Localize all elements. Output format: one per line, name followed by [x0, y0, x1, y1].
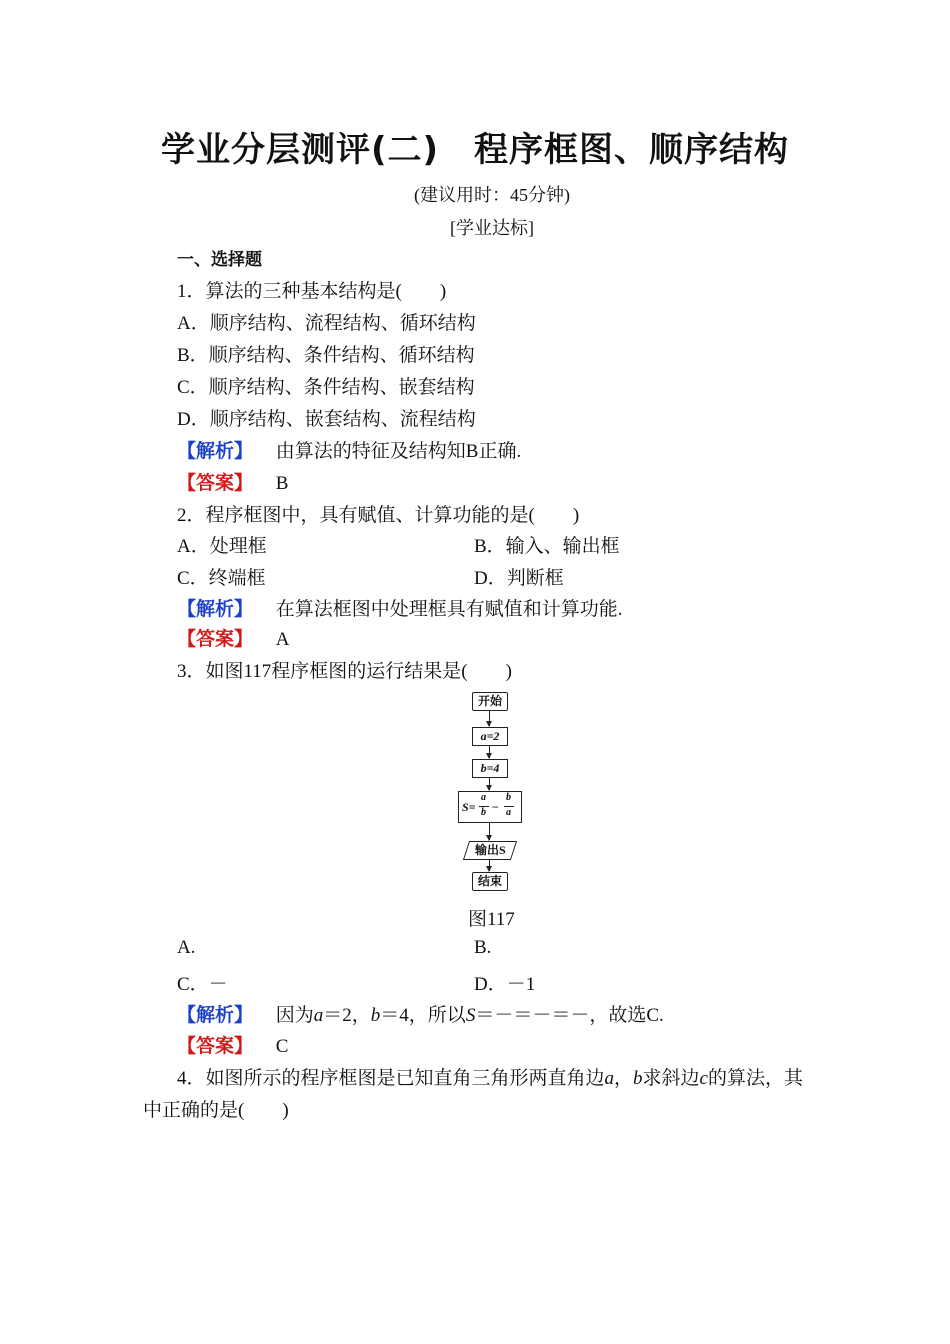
frac2-den: a: [506, 807, 511, 818]
q3-option-c: C．－: [177, 974, 228, 995]
flow-output: [463, 841, 517, 860]
q1-analysis-text: 由算法的特征及结构知B正确.: [275, 441, 522, 462]
q2-option-a: A．处理框: [177, 536, 267, 557]
flowchart: [440, 688, 550, 893]
figure-caption: 图117: [468, 909, 515, 930]
q4-stem-mid: 求斜边: [642, 1068, 700, 1089]
q4-stem-line1: [177, 1063, 803, 1090]
flow-compute-s: [458, 791, 522, 823]
flow-arrow: [489, 745, 490, 758]
q1-answer-text: B: [275, 473, 289, 494]
q2-option-c: C．终端框: [177, 568, 266, 589]
q4-comma: ，: [614, 1068, 634, 1089]
section-heading: 一、选择题: [177, 250, 262, 270]
frac1-num: a: [481, 792, 486, 803]
q3-var-s: S: [465, 1005, 476, 1026]
q4-var-b: b: [633, 1068, 643, 1089]
page-title: 学业分层测评(二) 程序框图、顺序结构: [160, 130, 790, 170]
q2-answer: [177, 624, 290, 651]
q1-option-d: D．顺序结构、嵌套结构、流程结构: [177, 409, 476, 430]
q4-stem-line2: 中正确的是( ): [143, 1100, 289, 1121]
q1-option-c: C．顺序结构、条件结构、嵌套结构: [177, 377, 475, 398]
analysis-tag: 【解析】: [177, 599, 254, 620]
flow-s-label: S=: [462, 800, 476, 814]
q3-analysis: [177, 1000, 664, 1027]
q1-answer: [177, 468, 288, 495]
frac2-num: b: [506, 792, 511, 803]
flow-output-label: 输出S: [474, 843, 506, 857]
q3-answer-text: C: [275, 1036, 289, 1057]
q4-var-a: a: [604, 1068, 615, 1089]
flow-arrow: [489, 859, 490, 871]
q3-var-a: a: [313, 1005, 324, 1026]
flow-arrow: [489, 822, 490, 840]
flow-assign-b: b=4: [472, 759, 508, 778]
analysis-tag: 【解析】: [177, 441, 254, 462]
q3-analysis-pre: 因为: [275, 1005, 314, 1026]
frac1-den: b: [481, 807, 486, 818]
flow-arrow: [489, 777, 490, 790]
flow-start: 开始: [472, 692, 508, 711]
flow-minus: −: [492, 800, 499, 814]
q3-analysis-mid1: ＝2，: [323, 1005, 371, 1026]
q2-answer-text: A: [275, 629, 290, 650]
q4-var-c: c: [699, 1068, 708, 1089]
answer-tag: 【答案】: [177, 1036, 254, 1057]
q3-option-b: B.: [474, 937, 492, 958]
q2-option-d: D．判断框: [474, 568, 564, 589]
q1-analysis: [177, 436, 521, 463]
flow-assign-a: a=2: [472, 727, 508, 746]
q1-stem: 1．算法的三种基本结构是( ): [177, 281, 447, 302]
duration-note: (建议用时：45分钟): [414, 185, 570, 205]
flow-end: 结束: [472, 872, 508, 891]
q2-stem: 2．程序框图中，具有赋值、计算功能的是( ): [177, 505, 580, 526]
q2-option-b: B．输入、输出框: [474, 536, 620, 557]
answer-tag: 【答案】: [177, 473, 254, 494]
q4-stem-post: 的算法，其: [707, 1068, 803, 1089]
q3-var-b: b: [370, 1005, 381, 1026]
q3-option-d: D．－1: [474, 974, 536, 995]
answer-tag: 【答案】: [177, 629, 254, 650]
q3-option-a: A.: [177, 937, 196, 958]
q2-analysis: [177, 594, 623, 621]
analysis-tag: 【解析】: [177, 1005, 254, 1026]
flow-arrow: [489, 710, 490, 726]
q2-analysis-text: 在算法框图中处理框具有赋值和计算功能.: [275, 599, 623, 620]
q1-option-b: B．顺序结构、条件结构、循环结构: [177, 345, 475, 366]
q3-analysis-post: ＝－＝－＝－，故选C.: [475, 1005, 664, 1026]
q3-analysis-mid2: ＝4，所以: [380, 1005, 466, 1026]
q3-stem: 3．如图117程序框图的运行结果是( ): [177, 661, 512, 682]
q4-stem-pre: 4．如图所示的程序框图是已知直角三角形两直角边: [177, 1068, 605, 1089]
q3-answer: [177, 1031, 288, 1058]
q1-option-a: A．顺序结构、流程结构、循环结构: [177, 313, 476, 334]
level-heading: [学业达标]: [450, 218, 534, 238]
